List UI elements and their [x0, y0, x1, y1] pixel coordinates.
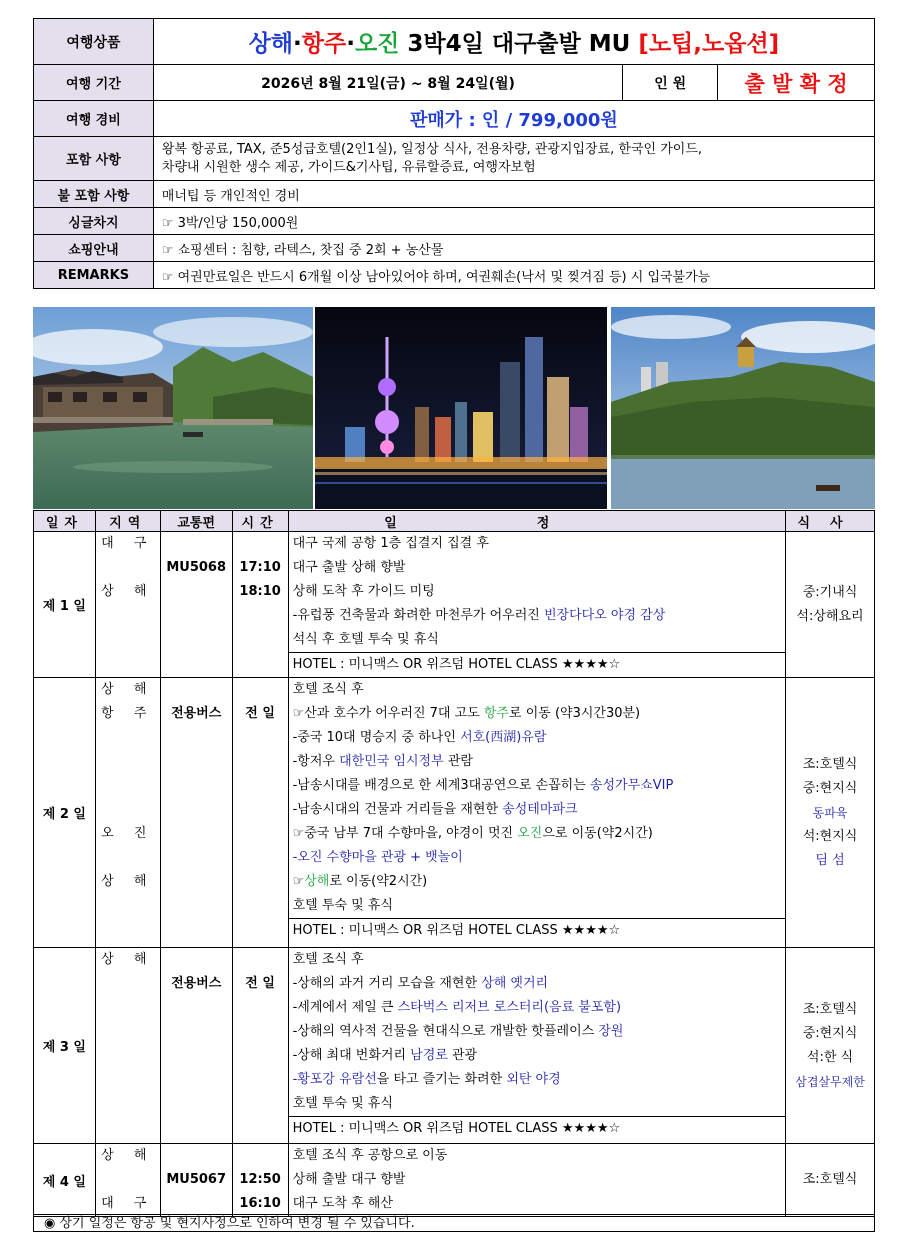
- transport-item: [161, 1068, 232, 1092]
- product-title: [153, 19, 874, 65]
- single-charge-label: 싱글차지: [34, 208, 154, 235]
- region-item: [96, 846, 160, 870]
- schedule-text: 송성테마파크: [502, 802, 578, 817]
- schedule-line: [293, 604, 785, 628]
- time-cell: [232, 948, 288, 1144]
- day-row: [34, 1144, 875, 1217]
- excluded-label: 불 포함 사항: [34, 181, 154, 208]
- schedule-text: 항주: [483, 706, 509, 721]
- included-line-2: 차량내 시원한 생수 제공, 가이드&기사팁, 유류할증료, 여행자보험: [161, 159, 536, 175]
- schedule-line: [293, 726, 785, 750]
- time-item: [233, 1144, 288, 1168]
- schedule-text: -상해의 역사적 건물을 현대식으로 개발한 핫플레이스: [292, 1024, 599, 1039]
- region-cell: [95, 948, 160, 1144]
- period-value: 2026년 8월 21일(금) ~ 8월 24일(월): [153, 65, 622, 101]
- schedule-text: 대구 국제 공항 1층 집결지 집결 후: [292, 536, 489, 551]
- schedule-text: 스타벅스 리저브 로스터리(음료 불포함): [397, 1000, 622, 1015]
- footer-note: ◉ 상기 일정은 항공 및 현지사정으로 인하여 변경 될 수 있습니다.: [33, 1214, 875, 1232]
- transport-item: [161, 894, 232, 918]
- time-item: [233, 996, 288, 1020]
- transport-item: [161, 822, 232, 846]
- schedule-line: [293, 1092, 785, 1116]
- transport-item: [161, 948, 232, 972]
- included-line-1: 왕복 항공료, TAX, 준5성급호텔(2인1실), 일정상 식사, 전용차량, 관광지입장료, 한국인 가이드,: [161, 141, 703, 157]
- schedule-text: 으로 이동(약2시간): [542, 826, 653, 841]
- schedule-text: 빈장다다오 야경 감상: [543, 608, 666, 623]
- transport-item: 전용버스: [171, 976, 222, 991]
- wuzhen-canal-photo: [33, 307, 313, 509]
- region-item: [96, 604, 160, 628]
- single-charge-value: ☞ 3박/인당 150,000원: [153, 208, 874, 235]
- region-item: [96, 798, 160, 822]
- time-item: [233, 1092, 288, 1116]
- schedule-text: 관광: [447, 1048, 478, 1063]
- time-item: [233, 1020, 288, 1044]
- schedule-line: [293, 798, 785, 822]
- region-item: [96, 1168, 160, 1192]
- transport-item: [161, 1020, 232, 1044]
- time-item: [233, 532, 288, 556]
- title-part: ·: [346, 31, 355, 57]
- shopping-value: ☞ 쇼핑센터 : 침향, 라텍스, 찻집 중 2회 + 농산물: [153, 235, 874, 262]
- title-part: 3박4일 대구출발 MU: [399, 31, 639, 57]
- schedule-line: [293, 1020, 785, 1044]
- col-transport: 교통편: [160, 511, 232, 532]
- time-item: [233, 1068, 288, 1092]
- schedule-line: [293, 1192, 785, 1216]
- schedule-text: -황포강 유람선: [292, 1072, 377, 1087]
- day-label: 제 1 일: [34, 532, 96, 678]
- region-item: 상 해: [101, 682, 155, 697]
- time-item: [233, 870, 288, 894]
- transport-item: MU5067: [166, 1172, 227, 1187]
- region-item: [96, 726, 160, 750]
- schedule-line: [293, 1168, 785, 1192]
- day-row: [34, 678, 875, 948]
- transport-item: [161, 726, 232, 750]
- meal-item: 중:기내식: [802, 584, 858, 600]
- schedule-line: [293, 870, 785, 894]
- schedule-text: 상해 출발 대구 향발: [292, 1172, 406, 1187]
- region-item: 상 해: [101, 874, 155, 889]
- time-item: 전 일: [245, 976, 275, 991]
- cost-value: 판매가 : 인 / 799,000원: [153, 101, 874, 137]
- schedule-text: 로 이동 (약3시간30분): [509, 706, 641, 721]
- schedule-line: [293, 894, 785, 918]
- time-item: [233, 846, 288, 870]
- transport-item: [161, 628, 232, 652]
- schedule-line: [293, 750, 785, 774]
- remarks-value: ☞ 여권만료일은 반드시 6개월 이상 남아있어야 하며, 여권훼손(낙서 및 찢겨짐 등) 시 입국불가능: [153, 262, 874, 289]
- title-part: 오진: [354, 31, 400, 57]
- schedule-text: 오진: [517, 826, 543, 841]
- time-item: [233, 678, 288, 702]
- region-item: 상 해: [101, 584, 155, 599]
- schedule-line: [293, 996, 785, 1020]
- remarks-label: REMARKS: [34, 262, 154, 289]
- transport-item: [161, 604, 232, 628]
- region-item: [96, 972, 160, 996]
- included-value: [153, 137, 874, 181]
- region-item: 항 주: [101, 706, 155, 721]
- transport-item: [161, 846, 232, 870]
- region-item: [96, 894, 160, 918]
- transport-item: [161, 1092, 232, 1116]
- transport-item: [161, 1192, 232, 1216]
- schedule-line: [293, 846, 785, 870]
- schedule-line: [293, 678, 785, 702]
- meal-item: 삼겹살무제한: [795, 1074, 865, 1089]
- transport-item: 전용버스: [171, 706, 222, 721]
- time-item: [233, 726, 288, 750]
- day-label: 제 2 일: [34, 678, 96, 948]
- region-cell: [95, 532, 160, 678]
- transport-item: [161, 652, 232, 676]
- period-label: 여행 기간: [34, 65, 154, 101]
- day-label: 제 3 일: [34, 948, 96, 1144]
- region-cell: [95, 1144, 160, 1217]
- time-item: 전 일: [245, 706, 275, 721]
- hangzhou-west-lake-photo: [611, 307, 875, 509]
- meals-cell: [786, 1144, 875, 1217]
- schedule-text: 대구 출발 상해 향발: [292, 560, 406, 575]
- schedule-line: [293, 580, 785, 604]
- time-item: 16:10: [239, 1196, 281, 1211]
- schedule-text: 대구 도착 후 해산: [292, 1196, 393, 1211]
- schedule-text: 외탄 야경: [506, 1072, 561, 1087]
- meal-item: 석:한 식: [806, 1049, 854, 1065]
- schedule-line: [293, 532, 785, 556]
- title-part: [노팁,노옵션]: [638, 31, 780, 57]
- time-item: 17:10: [239, 560, 281, 575]
- schedule-text: 호텔 조식 후 공항으로 이동: [292, 1148, 448, 1163]
- transport-cell: [160, 1144, 232, 1217]
- schedule-text: -남송시대를 배경으로 한 세계3대공연으로 손꼽히는: [292, 778, 590, 793]
- time-item: [233, 628, 288, 652]
- col-schedule: 일정: [288, 511, 785, 532]
- region-item: [96, 1092, 160, 1116]
- schedule-text: 관람: [443, 754, 473, 769]
- col-meals: 식사: [786, 511, 875, 532]
- schedule-line: [293, 822, 785, 846]
- schedule-text: -상해의 과거 거리 모습을 재현한: [292, 976, 482, 991]
- schedule-text: 장원: [598, 1024, 624, 1039]
- time-item: [233, 604, 288, 628]
- itinerary-table: [33, 510, 875, 1217]
- region-item: [96, 1044, 160, 1068]
- schedule-text: 상해: [304, 874, 330, 889]
- schedule-text: -세계에서 제일 큰: [292, 1000, 398, 1015]
- shopping-label: 쇼핑안내: [34, 235, 154, 262]
- schedule-cell: [288, 948, 785, 1144]
- schedule-line: [293, 1144, 785, 1168]
- region-item: [96, 652, 160, 676]
- meal-item: 조:호텔식: [802, 1001, 858, 1017]
- meal-item: 석:현지식: [802, 828, 858, 844]
- transport-item: [161, 798, 232, 822]
- transport-item: [161, 1144, 232, 1168]
- schedule-text: -중국 10대 명승지 중 하나인: [292, 730, 461, 745]
- schedule-text: -오진 수향마을 관광 + 뱃놀이: [292, 850, 463, 865]
- region-item: [96, 1068, 160, 1092]
- region-item: 대 구: [101, 1196, 155, 1211]
- schedule-line: [293, 972, 785, 996]
- title-part: ·: [293, 31, 302, 57]
- time-cell: [232, 532, 288, 678]
- schedule-text: -상해 최대 번화거리: [292, 1048, 411, 1063]
- schedule-text: 남경로: [410, 1048, 448, 1063]
- region-item: [96, 774, 160, 798]
- col-day: 일자: [34, 511, 96, 532]
- transport-item: [161, 1044, 232, 1068]
- region-cell: [95, 678, 160, 948]
- region-item: [96, 996, 160, 1020]
- region-item: 대 구: [101, 536, 155, 551]
- people-label: 인 원: [623, 65, 718, 101]
- region-item: [96, 556, 160, 580]
- schedule-line: [293, 702, 785, 726]
- meal-item: 조:호텔식: [802, 1172, 858, 1187]
- region-item: [96, 1020, 160, 1044]
- day-row: [34, 948, 875, 1144]
- included-label: 포함 사항: [34, 137, 154, 181]
- meal-item: 딤 섬: [815, 852, 845, 868]
- schedule-text: 상해 옛거리: [481, 976, 549, 991]
- region-item: 상 해: [101, 952, 155, 967]
- schedule-cell: [288, 532, 785, 678]
- schedule-line: [293, 1068, 785, 1092]
- schedule-text: 호텔 조식 후: [292, 952, 364, 967]
- title-part: 상해: [248, 31, 294, 57]
- transport-item: [161, 750, 232, 774]
- day-label: 제 4 일: [34, 1144, 96, 1217]
- hotel-info: HOTEL : 미니맥스 OR 위즈덤 HOTEL CLASS ★★★★☆: [289, 1116, 785, 1141]
- cost-label: 여행 경비: [34, 101, 154, 137]
- schedule-text: -항저우: [292, 754, 340, 769]
- schedule-text: -남송시대의 건물과 거리들을 재현한: [292, 802, 503, 817]
- meal-item: 중:현지식: [802, 780, 858, 796]
- product-label: 여행상품: [34, 19, 154, 65]
- time-item: [233, 894, 288, 918]
- schedule-text: 서호(西湖)유람: [460, 730, 547, 745]
- col-time: 시간: [232, 511, 288, 532]
- day-row: [34, 532, 875, 678]
- schedule-line: [293, 948, 785, 972]
- transport-item: [161, 996, 232, 1020]
- time-item: 18:10: [239, 584, 281, 599]
- time-item: [233, 948, 288, 972]
- region-item: 상 해: [101, 1148, 155, 1163]
- time-item: 12:50: [239, 1172, 281, 1187]
- transport-cell: [160, 532, 232, 678]
- schedule-text: 대한민국 임시정부: [339, 754, 444, 769]
- schedule-text: 송성가무쇼VIP: [589, 778, 674, 793]
- transport-cell: [160, 678, 232, 948]
- schedule-text: ☞: [292, 874, 305, 889]
- schedule-text: -유럽풍 건축물과 화려한 마천루가 어우러진: [292, 608, 544, 623]
- schedule-text: 호텔 투숙 및 휴식: [292, 1096, 393, 1111]
- schedule-text: 석식 후 호텔 투숙 및 휴식: [292, 632, 439, 647]
- region-item: 오 진: [101, 826, 155, 841]
- meals-cell: [786, 948, 875, 1144]
- schedule-text: ☞중국 남부 7대 수향마을, 야경이 멋진: [292, 826, 518, 841]
- region-item: [96, 628, 160, 652]
- transport-item: MU5068: [166, 560, 227, 575]
- schedule-line: [293, 774, 785, 798]
- time-cell: [232, 1144, 288, 1217]
- photo-strip: [33, 307, 875, 509]
- col-region: 지역: [95, 511, 160, 532]
- transport-item: [161, 532, 232, 556]
- transport-item: [161, 870, 232, 894]
- title-part: 항주: [301, 31, 347, 57]
- schedule-text: 로 이동(약2시간): [329, 874, 428, 889]
- hotel-info: HOTEL : 미니맥스 OR 위즈덤 HOTEL CLASS ★★★★☆: [289, 918, 785, 943]
- meal-item: 석:상해요리: [796, 608, 864, 624]
- time-item: [233, 652, 288, 676]
- meal-item: 조:호텔식: [802, 756, 858, 772]
- region-item: [96, 750, 160, 774]
- transport-item: [161, 678, 232, 702]
- schedule-text: 을 타고 즐기는 화려한: [376, 1072, 507, 1087]
- schedule-cell: [288, 678, 785, 948]
- schedule-text: 호텔 조식 후: [292, 682, 364, 697]
- tour-info-table: [33, 18, 875, 289]
- time-item: [233, 750, 288, 774]
- schedule-text: 상해 도착 후 가이드 미팅: [292, 584, 435, 599]
- schedule-line: [293, 556, 785, 580]
- excluded-value: 매너팁 등 개인적인 경비: [153, 181, 874, 208]
- transport-item: [161, 774, 232, 798]
- itinerary-header-row: [34, 511, 875, 532]
- time-item: [233, 822, 288, 846]
- schedule-cell: [288, 1144, 785, 1217]
- transport-item: [161, 580, 232, 604]
- people-value: 출 발 확 정: [718, 65, 875, 101]
- transport-cell: [160, 948, 232, 1144]
- hotel-info: HOTEL : 미니맥스 OR 위즈덤 HOTEL CLASS ★★★★☆: [289, 652, 785, 677]
- time-item: [233, 1044, 288, 1068]
- schedule-text: 호텔 투숙 및 휴식: [292, 898, 393, 913]
- time-item: [233, 798, 288, 822]
- meal-item: 동파육: [812, 805, 848, 820]
- meal-item: 중:현지식: [802, 1025, 858, 1041]
- time-cell: [232, 678, 288, 948]
- schedule-text: ☞산과 호수가 어우러진 7대 고도: [292, 706, 484, 721]
- schedule-line: [293, 628, 785, 652]
- schedule-line: [293, 1044, 785, 1068]
- shanghai-night-skyline-photo: [315, 307, 607, 509]
- time-item: [233, 774, 288, 798]
- meals-cell: [786, 532, 875, 678]
- meals-cell: [786, 678, 875, 948]
